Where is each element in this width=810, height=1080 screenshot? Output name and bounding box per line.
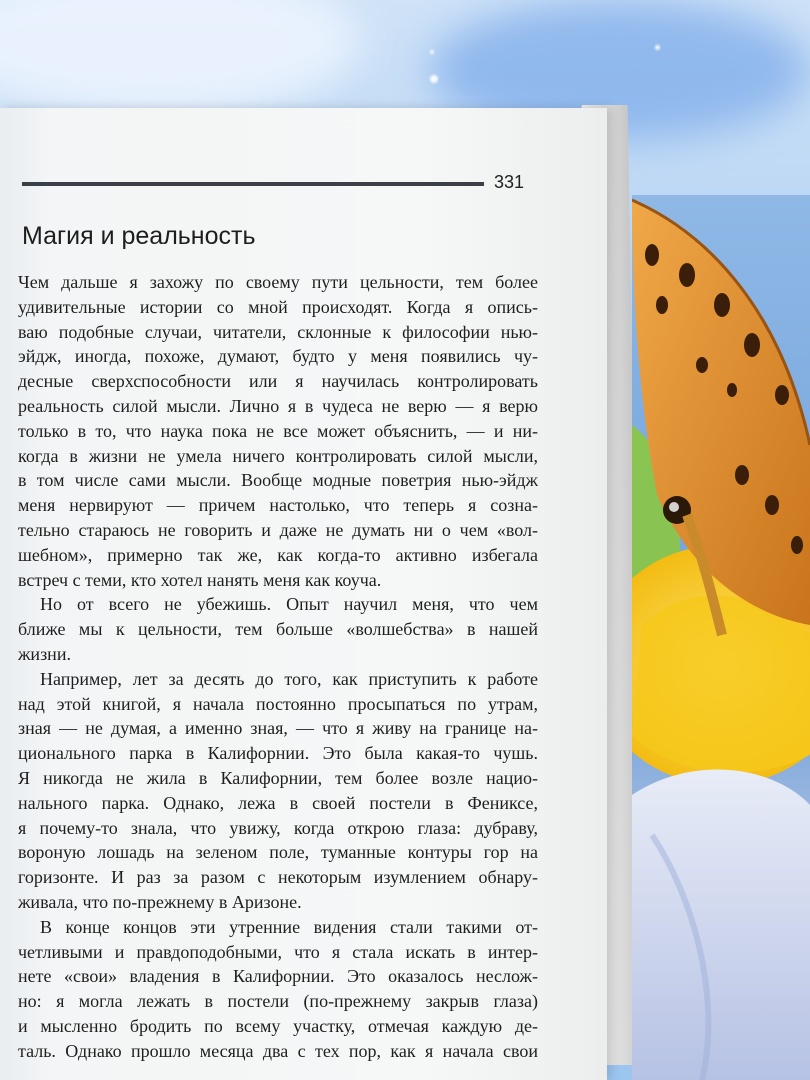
butterfly-illustration	[632, 195, 810, 1080]
header-rule	[22, 182, 484, 186]
text-line: когда в жизни не умела ничего контролировать силой мысли,	[18, 445, 538, 466]
text-line: эйдж, иногда, похоже, думают, будто у меня появились чу-	[18, 346, 538, 367]
chapter-heading: Магия и реальность	[22, 222, 256, 250]
text-line: шебном», примерно так же, как когда-то активно избегала	[18, 544, 538, 565]
text-line: таль. Однако прошло месяца два с тех пор, как я начала свои	[18, 1040, 538, 1061]
background-glow	[0, 0, 360, 120]
text-line: нете «свои» владения в Калифорнии. Это оказалось неслож-	[18, 966, 538, 987]
text-line: но: я могла лежать в постели (по-прежнему закрыв глаза)	[18, 991, 538, 1012]
body-text	[18, 270, 538, 1064]
bokeh-sparkle	[655, 45, 660, 50]
text-line: встреч с теми, кто хотел нанять меня как коуча.	[18, 569, 382, 590]
text-line: ваю подобные случаи, читатели, склонные к философии нью-	[18, 321, 538, 342]
page-number: 331	[494, 172, 525, 192]
text-line: меня нервируют — причем настолько, что теперь я созна-	[18, 495, 538, 516]
bokeh-sparkle	[430, 50, 434, 54]
butterfly-photo	[632, 195, 810, 1080]
text-line: только в то, что наука пока не все может объяснить, — и ни-	[18, 420, 538, 441]
text-line: четливыми и правдоподобными, что я стала искать в интер-	[18, 941, 538, 962]
text-line: живала, что по-прежнему в Аризоне.	[18, 891, 302, 912]
text-line: над этой книгой, я начала постоянно просыпаться по утрам,	[18, 693, 538, 714]
text-line: десные сверхспособности или я научилась контролировать	[18, 371, 538, 392]
bokeh-sparkle	[430, 75, 438, 83]
text-line: зная — не думая, а именно зная, — что я живу на границе на-	[18, 718, 538, 739]
text-line: Я никогда не жила в Калифорнии, тем более возле нацио-	[18, 767, 538, 788]
text-line: реальность силой мысли. Лично я в чудеса не верю — я верю	[18, 395, 538, 416]
text-line: Например, лет за десять до того, как приступить к работе	[40, 668, 538, 689]
text-line: ближе мы к цельности, тем больше «волшебства» в нашей	[18, 619, 538, 640]
text-line: и мысленно бродить по всему участку, отмечая каждую де-	[18, 1015, 538, 1036]
text-line: ционального парка в Калифорнии. Это была какая-то чушь.	[18, 743, 538, 764]
text-line: тельно стараюсь не говорить и даже не думать ни о чем «вол-	[18, 519, 538, 540]
text-line: вороную лошадь на зеленом поле, туманные контуры гор на	[18, 842, 538, 863]
text-line: Но от всего не убежишь. Опыт научил меня, что чем	[40, 594, 538, 615]
text-line: Чем дальше я захожу по своему пути цельности, тем более	[18, 272, 538, 292]
text-line: удивительные истории со мной происходят. Когда я опись-	[18, 296, 538, 317]
text-line: горизонте. И раз за разом с некоторым изумлением обнару-	[18, 867, 538, 888]
text-line: жизни.	[18, 643, 71, 664]
text-line: в том числе сами мысли. Вообще модные поветрия нью-эйдж	[18, 470, 538, 491]
text-line: В конце концов эти утренние видения стали такими от-	[40, 916, 538, 937]
text-line: я почему-то знала, что увижу, когда открою глаза: дубраву,	[18, 817, 538, 838]
text-line: нального парка. Однако, лежа в своей постели в Фениксе,	[18, 792, 538, 813]
